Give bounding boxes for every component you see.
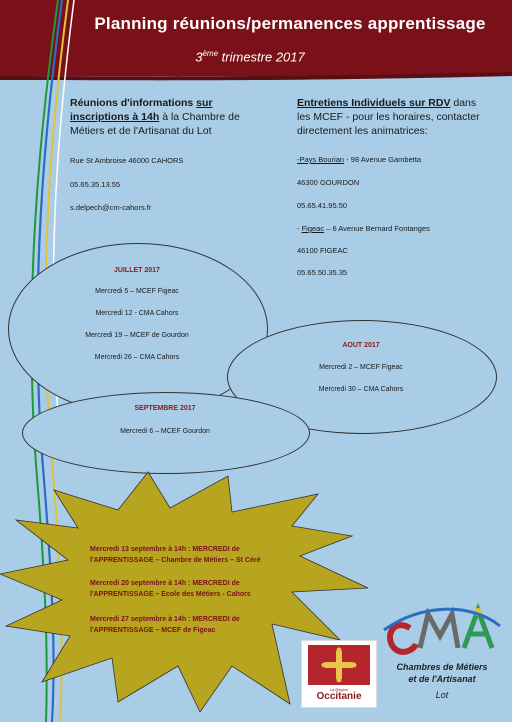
aout-heading: AOUT 2017 — [342, 342, 380, 349]
juillet-item: Mercredi 26 – CMA Cahors — [94, 354, 180, 361]
figeac-address: - Figeac – 6 Avenue Bernard Fontanges — [297, 224, 430, 233]
info-meetings-block: Réunions d'informations sur inscriptions à 14h à la Chambre de Métiers et de l'Artisanat du Lot — [70, 97, 240, 137]
aout-item: Mercredi 30 – CMA Cahors — [318, 386, 404, 393]
cma-name-line2: et de l'Artisanat — [408, 674, 476, 684]
figeac-phone: 05.65.50.35.35 — [297, 268, 348, 277]
cma-email[interactable]: s.delpech@cm-cahors.fr — [70, 203, 152, 212]
star-event: Mercredi 13 septembre à 14h : MERCREDI de l'APPRENTISSAGE – Chambre de Métiers – St Céré — [90, 546, 261, 564]
aout-item: Mercredi 2 – MCEF Figeac — [319, 364, 403, 371]
gourdon-address: -Pays Bourian - 98 Avenue Gambetta — [297, 155, 422, 164]
star-event: Mercredi 27 septembre à 14h : MERCREDI de l'APPRENTISSAGE – MCEF de Figeac — [90, 616, 240, 634]
gourdon-city: 46300 GOURDON — [297, 178, 360, 187]
septembre-item: Mercredi 6 – MCEF Gourdon — [120, 428, 210, 435]
septembre-heading: SEPTEMBRE 2017 — [134, 405, 196, 412]
gourdon-phone: 05.65.41.95.50 — [297, 201, 348, 210]
cma-phone: 05.65.35.13.55 — [70, 180, 121, 189]
cma-lot-label: Lot — [435, 690, 449, 700]
cma-name-line1: Chambres de Métiers — [396, 662, 488, 672]
juillet-item: Mercredi 19 – MCEF de Gourdon — [85, 332, 189, 339]
cma-address: Rue St Ambroise 46000 CAHORS — [70, 156, 184, 165]
occitanie-name: Occitanie — [316, 691, 362, 702]
star-event: Mercredi 20 septembre à 14h : MERCREDI de l'APPRENTISSAGE – Ecole des Métiers - Cahors — [90, 580, 251, 598]
occitanie-cross-icon — [308, 645, 370, 685]
occitanie-logo: La Région Occitanie — [301, 640, 377, 708]
figeac-city: 46100 FIGEAC — [297, 246, 348, 255]
page-title: Planning réunions/permanences apprentissage — [94, 14, 486, 33]
juillet-heading: JUILLET 2017 — [114, 267, 160, 274]
juillet-item: Mercredi 12 - CMA Cahors — [95, 310, 179, 317]
page-subtitle: 3ème trimestre 2017 — [195, 49, 305, 65]
juillet-item: Mercredi 5 – MCEF Figeac — [95, 288, 179, 295]
individual-interviews-block: Entretiens Individuels sur RDV dans les MCEF - pour les horaires, contacter directement les animatrices: — [297, 97, 480, 137]
